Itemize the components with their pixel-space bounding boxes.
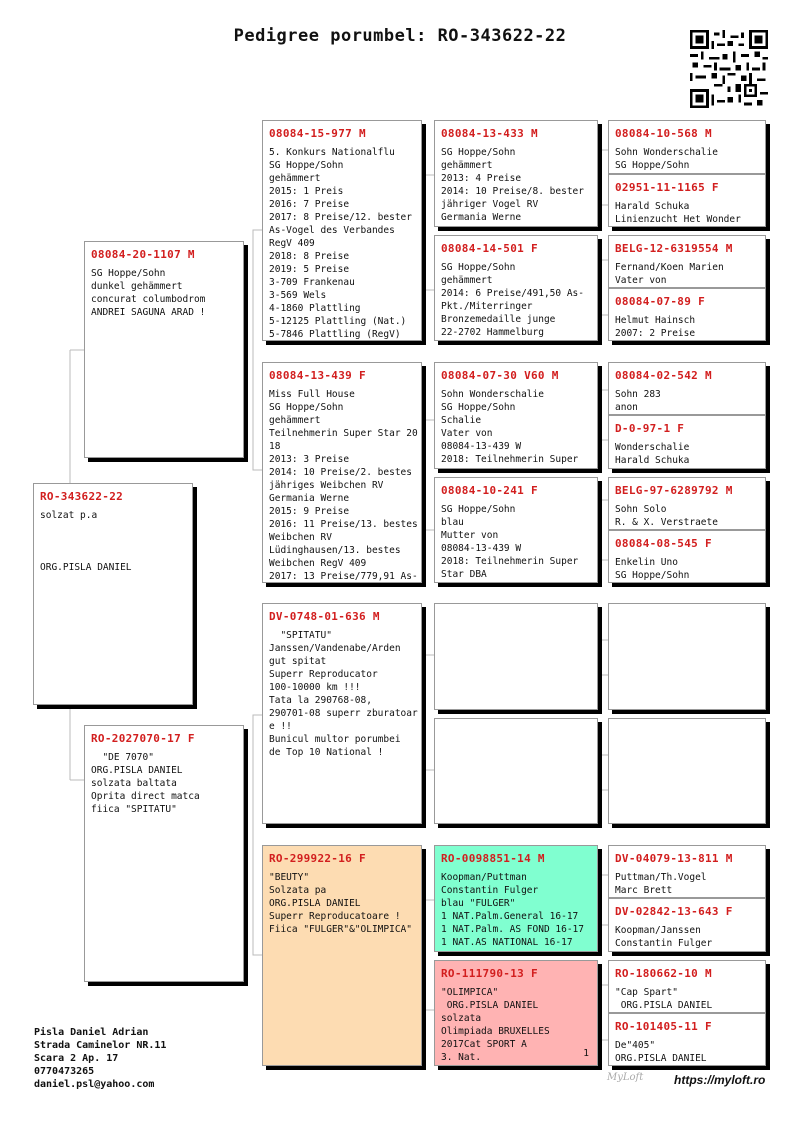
card-details: "SPITATU" Janssen/Vandenabe/Arden gut spitat Superr Reproducator 100-10000 km !!! Tata la 290768-08, 290701-08 superr zburatoar e !! Bunicul multor porumbei de Top 10 National ! [269,630,418,758]
pedigree-card-gen4[interactable] [608,898,766,952]
ring-number: 08084-10-568 M [615,127,712,140]
owner-street: Strada Caminelor NR.11 [34,1040,167,1051]
card-details: "OLIMPICA" ORG.PISLA DANIEL solzata Olimpiada BRUXELLES 2017Cat SPORT A 3. Nat. [441,987,550,1063]
ring-number: 08084-13-439 F [269,369,366,382]
pedigree-card-father[interactable] [84,241,244,458]
pedigree-card-gen4[interactable] [608,1013,766,1066]
ring-number: RO-0098851-14 M [441,852,545,865]
ring-number: BELG-12-6319554 M [615,242,733,255]
pedigree-card-gen4[interactable] [608,120,766,174]
owner-email: daniel.psl@yahoo.com [34,1079,155,1090]
pedigree-card-gen3[interactable] [434,477,598,583]
ring-number: RO-2027070-17 F [91,732,195,745]
pedigree-card-gen3[interactable] [434,362,598,469]
owner-phone: 0770473265 [34,1066,95,1077]
card-details: 5. Konkurs Nationalflu SG Hoppe/Sohn gehämmert 2015: 1 Preis 2016: 7 Preise 2017: 8 Preise/12. bester As-Vogel des Verbandes RegV 409 2018: 8 Preise 2019: 5 Preise 3-709 Frankenau 3-569 Wels 4-1860 Plattling 5-12125 Plattling (Nat.) 5-7846 Plattling (RegV) [269,147,412,340]
card-details: Sohn Wonderschalie SG Hoppe/Sohn [615,147,718,171]
pedigree-card-gen4[interactable] [608,415,766,469]
owner-name: Pisla Daniel Adrian [34,1027,149,1038]
ring-number: 08084-02-542 M [615,369,712,382]
pedigree-card-gen3[interactable] [434,120,598,227]
card-details: Enkelin Uno SG Hoppe/Sohn [615,557,690,581]
ring-number: RO-343622-22 [40,490,124,503]
ring-number: 08084-08-545 F [615,537,712,550]
pedigree-card-gen3[interactable] [434,845,598,952]
ring-number: RO-111790-13 F [441,967,538,980]
card-details: Puttman/Th.Vogel Marc Brett [615,872,707,896]
pedigree-card-gen4-empty[interactable] [608,718,766,824]
ring-number: 02951-11-1165 F [615,181,719,194]
card-details: SG Hoppe/Sohn gehämmert 2014: 6 Preise/491,50 As- Pkt./Miterringer Bronzemedaille junge 22-2702 Hammelburg [441,262,584,338]
pedigree-card-gen4[interactable] [608,845,766,898]
ring-number: RO-180662-10 M [615,967,712,980]
pedigree-card-gen2[interactable] [262,845,422,1066]
myloft-logo: MyLoft [607,1072,644,1083]
card-details: Sohn Solo R. & X. Verstraete [615,504,718,528]
card-details: Miss Full House SG Hoppe/Sohn gehämmert Teilnehmerin Super Star 20 18 2013: 3 Preise 2014: 10 Preise/2. bestes jähriges Weibchen RV Germania Werne 2015: 9 Preise 2016: 11 Preise/13. bestes Weibchen RV Lüdinghausen/13. bestes Weibchen RegV 409 2017: 13 Preise/779,91 As- [269,389,418,582]
ring-number: 08084-07-89 F [615,295,705,308]
pedigree-card-gen4[interactable] [608,174,766,227]
card-details: Helmut Hainsch 2007: 2 Preise [615,315,696,339]
pedigree-card-gen4-empty[interactable] [608,603,766,710]
footer-site-link[interactable]: https://myloft.ro [674,1073,766,1087]
pedigree-card-mother[interactable] [84,725,244,982]
ring-number: D-0-97-1 F [615,422,685,435]
owner-apartment: Scara 2 Ap. 17 [34,1053,119,1064]
pedigree-card-gen3-empty[interactable] [434,603,598,710]
pedigree-card-gen4[interactable] [608,235,766,288]
pedigree-card-gen2[interactable] [262,362,422,583]
card-details: "BEUTY" Solzata pa ORG.PISLA DANIEL Superr Reproducatoare ! Fiica "FULGER"&"OLIMPICA" [269,872,412,935]
pedigree-card-subject[interactable] [33,483,193,705]
card-details: Sohn 283 anon [615,389,661,413]
card-details: SG Hoppe/Sohn blau Mutter von 08084-13-439 W 2018: Teilnehmerin Super Star DBA [441,504,579,580]
card-note: 1 [583,1048,589,1059]
ring-number: RO-299922-16 F [269,852,366,865]
card-details: solzat p.a ORG.PISLA DANIEL [40,510,132,573]
card-details: De"405" ORG.PISLA DANIEL [615,1040,707,1064]
pedigree-card-gen2[interactable] [262,603,422,824]
card-details: "DE 7070" ORG.PISLA DANIEL solzata baltata Oprita direct matca fiica "SPITATU" [91,752,200,815]
pedigree-card-gen4[interactable] [608,362,766,415]
ring-number: BELG-97-6289792 M [615,484,733,497]
ring-number: DV-02842-13-643 F [615,905,733,918]
ring-number: 08084-15-977 M [269,127,366,140]
card-details: SG Hoppe/Sohn gehämmert 2013: 4 Preise 2014: 10 Preise/8. bester jähriger Vogel RV Germania Werne [441,147,584,223]
card-details: Harald Schuka Linienzucht Het Wonder [615,201,741,225]
card-details: Koopman/Puttman Constantin Fulger blau "FULGER" 1 NAT.Palm.General 16-17 1 NAT.Palm. AS FOND 16-17 1 NAT.AS NATIONAL 16-17 [441,872,584,948]
ring-number: 08084-13-433 M [441,127,538,140]
card-details: Sohn Wonderschalie SG Hoppe/Sohn Schalie Vater von 08084-13-439 W 2018: Teilnehmerin Super [441,389,579,465]
ring-number: 08084-20-1107 M [91,248,195,261]
card-details: Fernand/Koen Marien Vater von [615,262,724,286]
pedigree-card-gen2[interactable] [262,120,422,341]
pedigree-card-gen3[interactable] [434,235,598,341]
pedigree-card-gen3[interactable] [434,960,598,1066]
pedigree-card-gen4[interactable] [608,288,766,341]
card-details: Koopman/Janssen Constantin Fulger [615,925,713,949]
ring-number: 08084-10-241 F [441,484,538,497]
ring-number: DV-0748-01-636 M [269,610,380,623]
ring-number: DV-04079-13-811 M [615,852,733,865]
pedigree-card-gen4[interactable] [608,530,766,583]
card-details: SG Hoppe/Sohn dunkel gehämmert concurat columbodrom ANDREI SAGUNA ARAD ! [91,268,206,318]
ring-number: 08084-14-501 F [441,242,538,255]
card-details: "Cap Spart" ORG.PISLA DANIEL [615,987,713,1011]
ring-number: 08084-07-30 V60 M [441,369,559,382]
ring-number: RO-101405-11 F [615,1020,712,1033]
pedigree-card-gen3-empty[interactable] [434,718,598,824]
card-details: Wonderschalie Harald Schuka [615,442,690,466]
owner-address-block [34,1026,166,1091]
pedigree-card-gen4[interactable] [608,960,766,1013]
pedigree-card-gen4[interactable] [608,477,766,530]
page-title: Pedigree porumbel: RO-343622-22 [233,26,567,46]
